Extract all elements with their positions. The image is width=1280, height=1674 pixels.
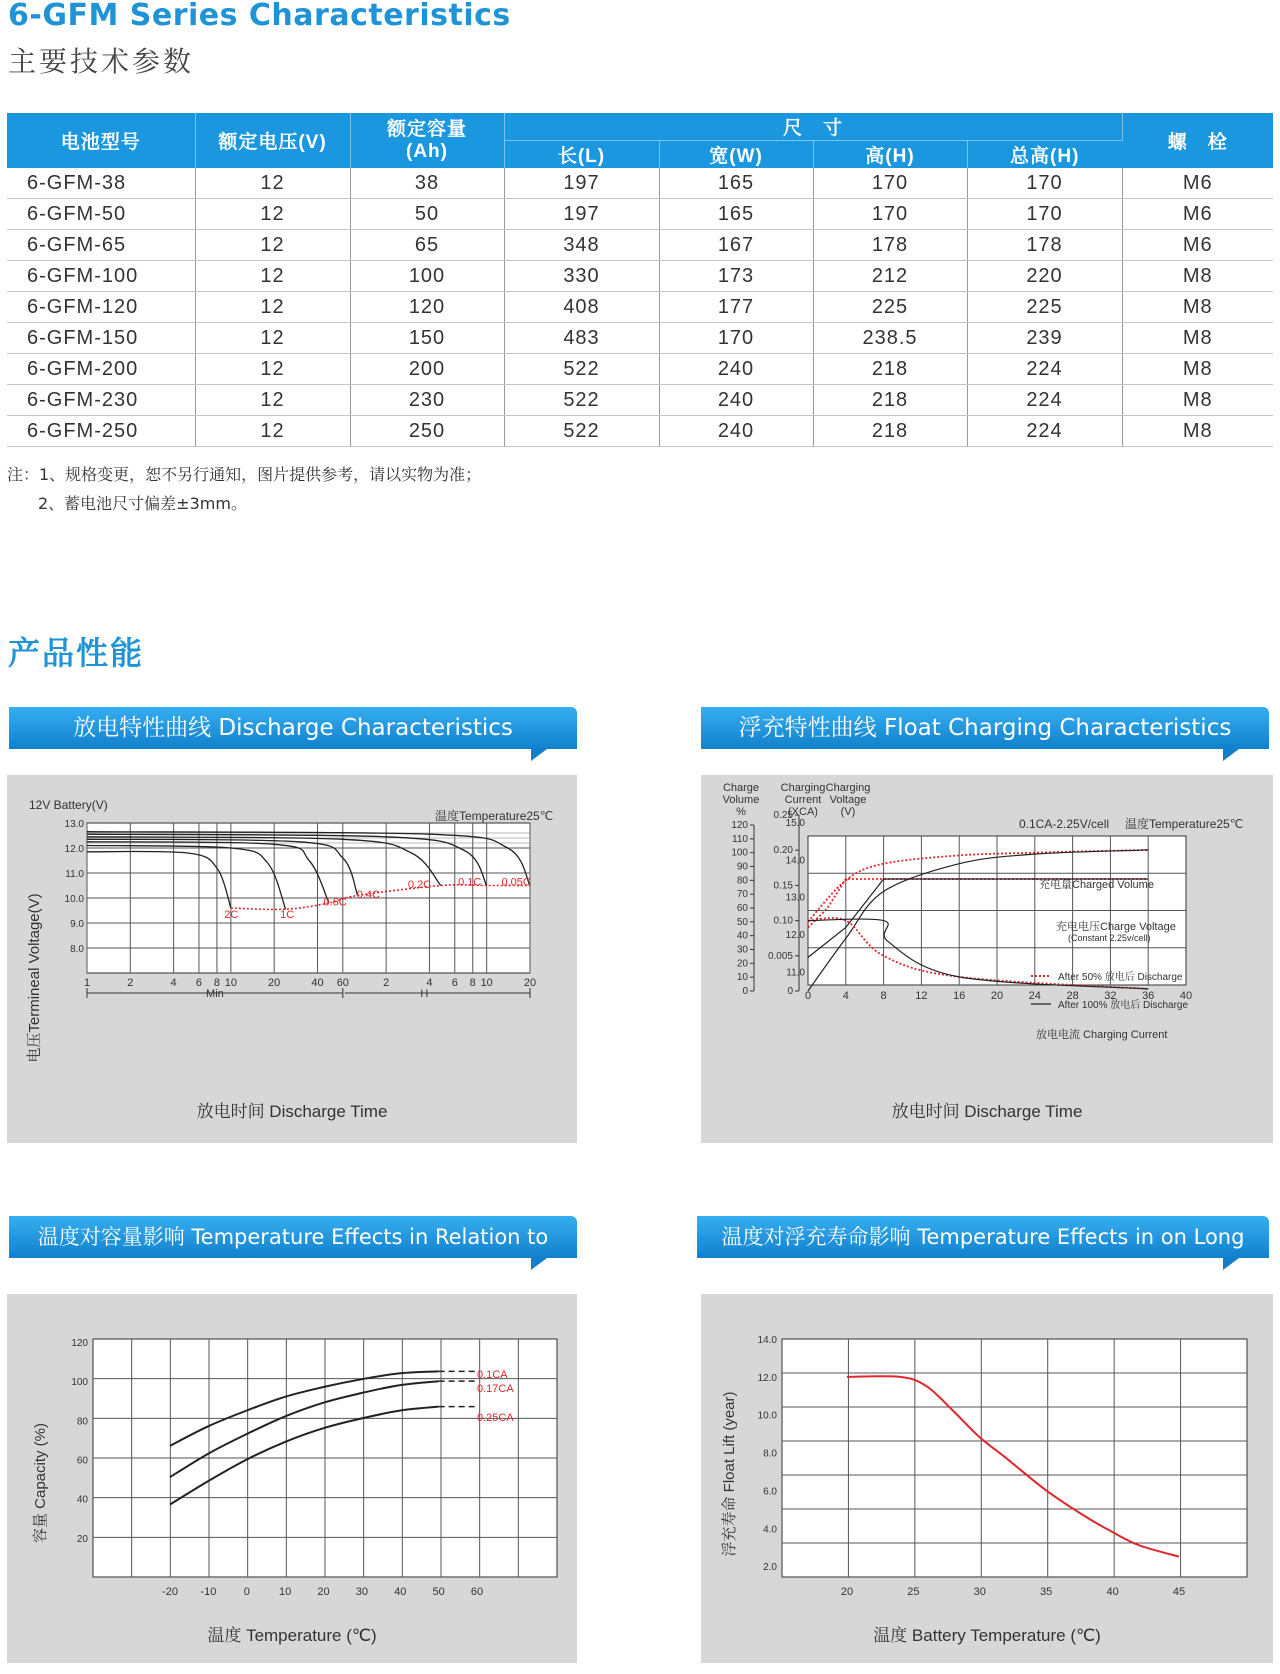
float-volume-tick: 90 [736,861,748,873]
cell-model: 6-GFM-120 [7,292,195,323]
cell-model: 6-GFM-38 [7,168,195,199]
cell-length: 330 [504,261,659,292]
float-voltage-sublabel: (Constant 2.25v/cell) [1068,933,1151,943]
cell-length: 522 [504,385,659,416]
temp-life-y-tick: 14.0 [757,1335,777,1346]
float-volume-tick: 10 [736,972,748,984]
ribbon-tail [531,749,547,761]
temp-life-y-tick: 10.0 [757,1410,777,1422]
cell-capacity: 230 [350,385,504,416]
discharge-chart [7,775,577,1143]
float-current-axis-title: (XCA) [788,806,818,818]
header-total-height: 总高(H) [967,141,1122,169]
float-chart [701,775,1273,1143]
cell-bolt: M8 [1122,292,1273,323]
table-row [7,323,1273,354]
cell-length: 522 [504,416,659,447]
temp-capacity-x-tick: -10 [200,1586,217,1598]
temp-life-xlabel: 温度 Battery Temperature (℃) [873,1626,1101,1645]
page-title-en: 6-GFM Series Characteristics [8,0,511,33]
discharge-x-tick: 6 [195,977,203,989]
cell-height: 218 [813,416,967,447]
temp-life-x-tick: 45 [1172,1586,1186,1598]
float-x-tick: 4 [842,990,849,1002]
float-volume-axis-title: Charge [722,782,760,794]
temp-life-y-tick: 2.0 [763,1562,777,1574]
cell-model: 6-GFM-65 [7,230,195,261]
float-volume-tick: 120 [731,820,748,831]
temp-life-chart-panel [701,1294,1273,1663]
discharge-x-tick: 40 [311,977,324,989]
temp-capacity-x-tick: 40 [394,1586,407,1598]
table-row [7,199,1273,230]
cell-bolt: M8 [1122,323,1273,354]
discharge-unit-h: H [420,988,429,1000]
temp-life-chart-title [697,1216,1269,1291]
table-row [7,292,1273,323]
float-voltage-tick: 11.0 [786,967,805,979]
float-current-tick: 0 [787,986,793,997]
cell-total-height: 224 [967,385,1122,416]
float-current-axis-title: Current [784,794,822,806]
cell-bolt: M8 [1122,416,1273,447]
temp-capacity-x-tick: -20 [162,1586,178,1598]
temp-life-ylabel: 浮充寿命 Float Lift (year) [721,1391,738,1557]
float-xlabel: 放电时间 Discharge Time [891,1102,1083,1121]
cell-total-height: 170 [967,168,1122,199]
discharge-rate-label: 2C [224,909,239,921]
float-current-axis-title: Charging [780,782,826,794]
float-condition: 0.1CA-2.25V/cell [1019,817,1110,831]
discharge-y-unit: 12V Battery(V) [29,798,108,812]
header-dimensions: 尺 寸 [504,113,1122,141]
cell-height: 170 [813,168,967,199]
discharge-x-tick: 2 [383,977,390,989]
cell-height: 238.5 [813,323,967,354]
header-capacity-line1: 额定容量 [386,118,467,140]
table-row [7,168,1273,199]
discharge-rate-label: 1C [280,909,295,921]
float-volume-tick: 30 [736,944,748,956]
discharge-x-tick: 20 [268,977,281,989]
cell-model: 6-GFM-230 [7,385,195,416]
table-row [7,230,1273,261]
float-x-tick: 28 [1066,990,1079,1002]
discharge-y-tick: 10.0 [64,894,84,905]
discharge-chart-title [9,707,577,749]
float-volume-tick: 40 [736,930,748,942]
float-voltage-axis-title: (V) [840,806,856,818]
float-chart-title [701,707,1269,749]
temp-life-x-tick: 20 [840,1586,854,1598]
float-current-tick: 0.005 [767,950,793,962]
float-volume-tick: 110 [732,833,748,845]
temp-capacity-y-tick: 40 [76,1494,88,1506]
page-title-cn: 主要技术参数 [8,45,195,78]
cell-total-height: 224 [967,416,1122,447]
float-current-tick: 0.20 [773,845,793,857]
discharge-y-tick: 11.0 [65,869,84,880]
cell-length: 483 [504,323,659,354]
discharge-title-text: 放电特性曲线 Discharge Characteristics [73,715,513,741]
temp-capacity-y-tick: 100 [71,1377,88,1389]
discharge-x-tick: 20 [523,977,537,989]
temp-capacity-chart-title [9,1216,577,1291]
float-volume-tick: 100 [731,847,748,859]
float-x-tick: 12 [915,990,928,1002]
temp-life-title-text: 温度对浮充寿命影响 Temperature Effects in on Long Term Floa Life [721,1225,1245,1291]
discharge-rate-label: 0.6C [323,896,347,909]
cell-width: 240 [659,354,813,385]
temp-capacity-series-label: 0.1CA [477,1369,508,1381]
header-width: 宽(W) [659,141,813,169]
cell-model: 6-GFM-200 [7,354,195,385]
cell-model: 6-GFM-250 [7,416,195,447]
cell-bolt: M8 [1122,385,1273,416]
discharge-x-tick: 60 [336,977,349,989]
float-title-text: 浮充特性曲线 Float Charging Characteristics [738,715,1232,741]
ribbon-tail [531,1258,547,1270]
float-voltage-axis-title: Voltage [829,794,867,806]
float-volume-label: 充电量Charged Volume [1039,879,1154,891]
temp-capacity-title-text: 温度对容量影响 Temperature Effects in Relation to Battery Capacity [37,1225,549,1291]
float-volume-tick: 50 [736,916,748,928]
float-voltage-label: 充电电压Charge Voltage [1056,921,1176,933]
float-x-tick: 32 [1104,990,1117,1002]
header-bolt: 螺 栓 [1122,113,1273,168]
temp-capacity-series-label: 0.25CA [477,1412,514,1424]
temp-capacity-x-tick: 10 [279,1586,292,1598]
cell-bolt: M8 [1122,354,1273,385]
temp-life-y-tick: 8.0 [763,1448,777,1460]
float-volume-tick: 80 [736,875,748,887]
table-row [7,261,1273,292]
discharge-rate-label: 0.2C [407,879,432,891]
cell-width: 170 [659,323,813,354]
discharge-x-tick: 10 [480,977,493,989]
discharge-x-tick: 4 [426,977,433,989]
cell-length: 408 [504,292,659,323]
cell-width: 165 [659,199,813,230]
discharge-rate-label: 0.1C [458,876,482,889]
spec-table [7,113,1273,447]
temp-life-chart [701,1294,1273,1663]
float-current-tick: 0.10 [773,915,793,927]
cell-capacity: 50 [350,199,504,230]
discharge-x-tick: 10 [224,977,237,989]
cell-bolt: M8 [1122,261,1273,292]
temp-capacity-ylabel: 容量 Capacity (%) [32,1422,49,1544]
temp-capacity-x-tick: 50 [432,1586,445,1598]
cell-width: 167 [659,230,813,261]
float-x-tick: 16 [953,990,966,1002]
cell-voltage: 12 [195,230,350,261]
cell-total-height: 239 [967,323,1122,354]
cell-voltage: 12 [195,168,350,199]
float-legend-50: After 50% 放电后 Discharge [1058,972,1183,983]
cell-height: 212 [813,261,967,292]
discharge-rate-label: 0.05C [501,876,531,889]
discharge-x-tick: 8 [213,977,220,989]
cell-length: 197 [504,199,659,230]
ribbon-tail [1223,749,1239,761]
cell-capacity: 250 [350,416,504,447]
temp-life-x-tick: 25 [907,1586,920,1598]
discharge-rate-label: 0.4C [356,889,381,901]
cell-capacity: 100 [350,261,504,292]
table-row [7,354,1273,385]
float-x-tick: 24 [1028,990,1041,1002]
cell-model: 6-GFM-50 [7,199,195,230]
cell-width: 165 [659,168,813,199]
discharge-x-tick: 1 [83,977,91,989]
temp-capacity-x-tick: 30 [355,1586,368,1598]
header-capacity-line2: (Ah) [406,140,448,162]
float-x-tick: 40 [1179,990,1193,1002]
discharge-temperature: 温度Temperature25℃ [435,809,554,823]
float-x-tick: 8 [880,990,887,1002]
float-current-tick: 0.15 [773,880,793,892]
temp-life-plot-area [782,1339,1247,1577]
temp-capacity-x-tick: 20 [317,1586,330,1598]
table-row [7,385,1273,416]
discharge-x-tick: 6 [451,977,458,989]
float-volume-axis-title: % [736,806,746,818]
cell-capacity: 38 [350,168,504,199]
cell-width: 173 [659,261,813,292]
float-voltage-tick: 12.0 [785,930,805,941]
temp-life-x-tick: 30 [973,1586,986,1598]
cell-voltage: 12 [195,292,350,323]
table-row [7,416,1273,447]
float-volume-tick: 20 [736,958,748,970]
cell-bolt: M6 [1122,168,1273,199]
note-line-2: 2、蓄电池尺寸偏差±3mm。 [38,494,247,513]
header-length: 长(L) [504,141,659,169]
float-temperature: 温度Temperature25℃ [1125,817,1244,831]
cell-model: 6-GFM-100 [7,261,195,292]
cell-length: 522 [504,354,659,385]
temp-capacity-x-tick: 60 [470,1586,484,1598]
discharge-y-tick: 8.0 [70,944,84,955]
temp-capacity-xlabel: 温度 Temperature (℃) [207,1626,377,1645]
cell-capacity: 150 [350,323,504,354]
cell-voltage: 12 [195,199,350,230]
float-voltage-tick: 13.0 [785,892,805,904]
discharge-unit-min: Min [206,988,224,1000]
temp-capacity-chart [7,1294,577,1663]
temp-capacity-y-tick: 80 [76,1416,88,1428]
temp-life-y-tick: 4.0 [763,1524,777,1536]
cell-length: 348 [504,230,659,261]
float-voltage-tick: 15.0 [785,818,805,829]
float-voltage-tick: 14.0 [785,855,805,867]
temp-capacity-series-label: 0.17CA [477,1383,514,1395]
discharge-x-tick: 8 [469,977,476,989]
temp-capacity-chart-panel [7,1294,577,1663]
discharge-x-tick: 2 [127,977,134,989]
discharge-y-tick: 13.0 [64,819,84,830]
float-x-tick: 0 [804,990,812,1002]
cell-total-height: 225 [967,292,1122,323]
float-volume-tick: 60 [736,903,748,914]
cell-height: 218 [813,385,967,416]
cell-height: 178 [813,230,967,261]
cell-capacity: 200 [350,354,504,385]
cell-voltage: 12 [195,416,350,447]
cell-total-height: 224 [967,354,1122,385]
float-chart-panel [701,775,1273,1143]
cell-voltage: 12 [195,323,350,354]
cell-model: 6-GFM-150 [7,323,195,354]
float-current-label: 放电电流 Charging Current [1036,1029,1168,1041]
float-current-tick: 0.25 [773,810,793,821]
float-volume-tick: 70 [736,889,748,901]
float-volume-axis-title: Volume [722,794,760,806]
float-legend-100: After 100% 放电后 Discharge [1058,1000,1189,1011]
cell-capacity: 120 [350,292,504,323]
discharge-chart-panel [7,775,577,1143]
cell-length: 197 [504,168,659,199]
discharge-y-tick: 12.0 [64,844,84,855]
discharge-x-tick: 4 [170,977,177,989]
cell-total-height: 170 [967,199,1122,230]
float-volume-tick: 0 [742,986,748,997]
cell-width: 177 [659,292,813,323]
temp-capacity-y-tick: 20 [76,1533,88,1545]
float-x-tick: 20 [990,990,1004,1002]
cell-bolt: M6 [1122,199,1273,230]
cell-capacity: 65 [350,230,504,261]
cell-voltage: 12 [195,354,350,385]
temp-life-x-tick: 40 [1106,1586,1119,1598]
note-line-1: 注：1、规格变更，恕不另行通知，图片提供参考，请以实物为准； [7,465,482,484]
float-x-tick: 36 [1142,990,1155,1002]
float-voltage-axis-title: Charging [825,782,871,794]
discharge-y-tick: 9.0 [70,919,84,930]
cell-total-height: 178 [967,230,1122,261]
discharge-xlabel: 放电时间 Discharge Time [196,1102,388,1121]
discharge-ylabel: 电压Termineal Voltage(V) [26,893,43,1063]
cell-width: 240 [659,416,813,447]
ribbon-tail [1223,1258,1239,1270]
section-title: 产品性能 [8,634,145,672]
header-model: 电池型号 [7,113,195,168]
header-height: 高(H) [813,141,967,169]
cell-height: 170 [813,199,967,230]
cell-width: 240 [659,385,813,416]
temp-capacity-y-tick: 120 [71,1338,88,1349]
cell-height: 218 [813,354,967,385]
temp-life-x-tick: 35 [1040,1586,1053,1598]
cell-voltage: 12 [195,385,350,416]
temp-life-y-tick: 6.0 [763,1486,777,1498]
header-capacity [350,113,504,168]
cell-height: 225 [813,292,967,323]
header-voltage: 额定电压(V) [195,113,350,168]
cell-total-height: 220 [967,261,1122,292]
temp-capacity-x-tick: 0 [243,1586,250,1598]
cell-bolt: M6 [1122,230,1273,261]
temp-life-y-tick: 12.0 [757,1372,777,1384]
cell-voltage: 12 [195,261,350,292]
temp-capacity-y-tick: 60 [76,1455,88,1467]
